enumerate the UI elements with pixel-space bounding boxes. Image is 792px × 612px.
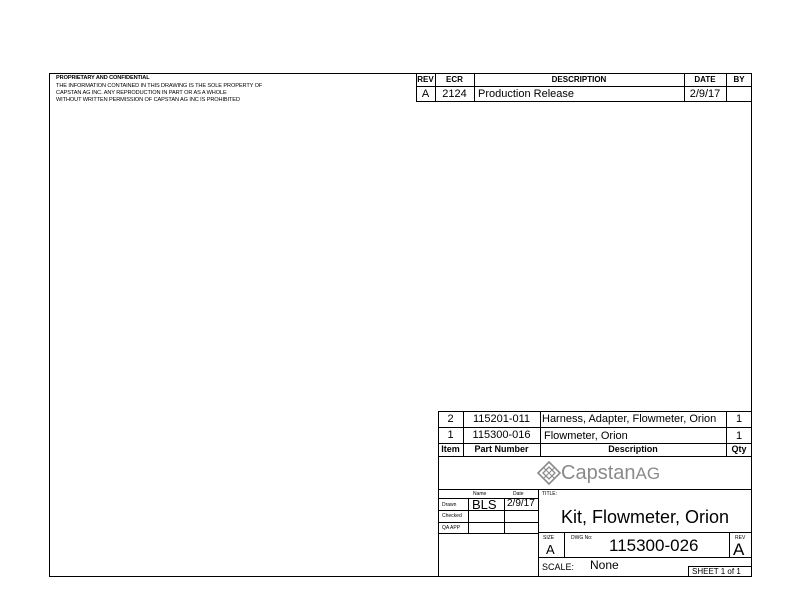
- revision-row-rev: A: [421, 88, 430, 100]
- date-label: Date: [513, 491, 524, 497]
- logo-text-ag: AG: [635, 464, 661, 483]
- bom-part-number-header: Part Number: [474, 444, 529, 454]
- dwg-no-value: 115300-026: [609, 536, 699, 555]
- bom-row-part-number: 115201-011: [472, 413, 531, 425]
- drawn-name: BLS: [472, 497, 497, 512]
- rev-value: A: [733, 540, 745, 559]
- rev-label: REV: [735, 535, 746, 541]
- by-header: BY: [733, 75, 745, 84]
- notice-line-2: CAPSTAN AG INC. ANY REPRODUCTION IN PART OR AS A WHOLE: [56, 90, 227, 96]
- scale-value: None: [590, 558, 619, 572]
- drawing-title: Kit, Flowmeter, Orion: [560, 507, 730, 527]
- description-header: DESCRIPTION: [551, 75, 607, 84]
- diamond-logo-icon: [536, 460, 562, 486]
- sheet-number: SHEET 1 of 1: [692, 567, 741, 576]
- rev-header: REV: [417, 75, 434, 84]
- bom-row-qty: 1: [735, 430, 743, 442]
- bom-qty-header: Qty: [731, 444, 747, 454]
- bom-description-header: Description: [608, 444, 658, 454]
- dwg-no-label: DWG No:: [571, 535, 593, 541]
- bom-row-part-number: 115300-016: [472, 429, 531, 441]
- revision-row-ecr: 2124: [442, 88, 467, 100]
- bom-row-qty: 1: [735, 413, 743, 425]
- notice-heading: PROPRIETARY AND CONFIDENTIAL: [56, 75, 150, 81]
- title-label: TITLE:: [542, 491, 558, 497]
- bom-row-item: 1: [447, 429, 454, 441]
- bom-row-description: Harness, Adapter, Flowmeter, Orion: [542, 413, 717, 425]
- drawn-date: 2/9/17: [507, 498, 535, 509]
- ecr-header: ECR: [446, 75, 463, 84]
- bom-row-item: 2: [447, 413, 454, 425]
- checked-label: Checked: [442, 513, 462, 519]
- date-header: DATE: [694, 75, 716, 84]
- revision-row-description: Production Release: [478, 88, 575, 100]
- bom-item-header: Item: [441, 444, 460, 454]
- scale-label: SCALE:: [542, 562, 575, 572]
- name-label: Name: [473, 491, 487, 497]
- logo-text-capstan: Capstan: [561, 462, 636, 484]
- notice-line-3: WITHOUT WRITTEN PERMISSION OF CAPSTAN AG INC IS PROHIBITED: [56, 97, 240, 103]
- qa-label: QA APP: [442, 525, 461, 531]
- drawing-border: [49, 73, 752, 577]
- drawn-label: Drawn: [442, 502, 457, 508]
- notice-line-1: THE INFORMATION CONTAINED IN THIS DRAWING IS THE SOLE PROPERTY OF: [56, 83, 263, 89]
- size-label: SIZE: [543, 535, 555, 541]
- bom-row-description: Flowmeter, Orion: [544, 430, 628, 442]
- revision-row-date: 2/9/17: [689, 88, 721, 100]
- size-value: A: [546, 542, 555, 557]
